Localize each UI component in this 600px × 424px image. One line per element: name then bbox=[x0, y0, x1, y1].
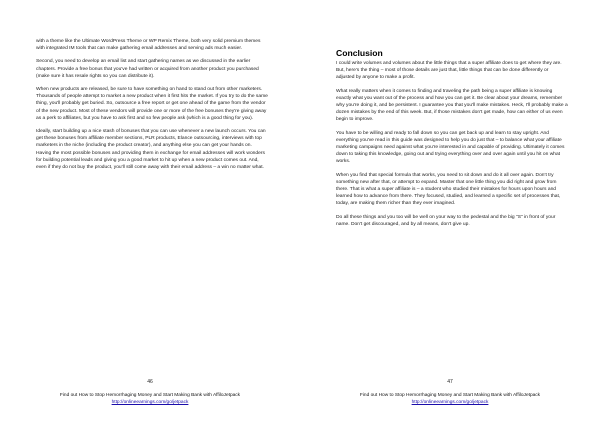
left-paragraph-4: Ideally, start building up a nice stash of bonuses that you can use whenever a new launch occurs. You can get these bonuses from affiliate member sections, PLR products, Elance outsourcing, interviews with top marketers in the niche (including the product creator), and anything else you can get your hands on. Having the most possible bonuses and providing them in exchange for email addresses will work wonders for building potential leads and giving you a good market to hit up when a new product comes out. And, even if they do not buy the product, you'll still come away with their email address – a win no matter what. bbox=[36, 129, 266, 171]
right-footer-link[interactable]: http://onlineearnings.com/go/jetpack bbox=[411, 400, 489, 405]
left-page-body bbox=[36, 38, 268, 177]
right-paragraph-3: You have to be willing and ready to fall down so you can get back up and learn to stay upright. And everything you've read in this guide was designed to help you do just that – to balance what your affiliate marketing campaigns need against what you're interested in and capable of providing. Ultimately it comes down to taking this knowledge, going out and trying everything over and over again until you hit on what works. bbox=[336, 130, 565, 165]
left-paragraph-2: Second, you need to develop an email list and start gathering names as we discussed in the earlier chapters. Provide a free bonus that you've had written or acquired from another product you purchased (make sure it has resale rights so you can distribute it). bbox=[36, 59, 259, 79]
right-page-body bbox=[336, 48, 568, 234]
right-page bbox=[300, 0, 600, 424]
right-paragraph-5: Do all these things and you too will be well on your way to the pedestal and the big "S" in front of your name. Don't get discouraged, and by all means, don't give up. bbox=[336, 214, 556, 227]
left-paragraph-1: with a theme like the Ultimate WordPress Theme or WP Remix Theme, both very solid premium themes with integrated IM tools that can make gathering email addresses and serving ads much easier. bbox=[36, 39, 261, 52]
right-paragraph-4: When you find that special formula that works, you need to sit down and do it all over again. Don't try something new after that, or attempt to expand. Master that one little thing you did right and grow from there. That is what a super affiliate is – a student who studied their mistakes for hours upon hours and learned how to advance from there. They focused, studied, and learned a specific set of processes that, today, are making them richer than they ever imagined. bbox=[336, 172, 561, 207]
right-paragraph-2: What really matters when it comes to finding and traveling the path being a super affiliate is knowing exactly what you want out of the process and how you can get it. Be clear about your dreams, remember why you're doing it, and be persistent. I guarantee you that you'll make mistakes. Heck, I'll probably make a dozen mistakes by the end of this week. But, if those mistakes don't get made, how can either of us even begin to improve. bbox=[336, 88, 568, 123]
right-paragraph-1: I could write volumes and volumes about the little things that a super affiliate does to get where they are. But, here's the thing – most of those details are just that, little things that can be done differently or adjusted by anyone to make a profit. bbox=[336, 61, 562, 81]
left-footer-link[interactable]: http://onlineearnings.com/go/jetpack bbox=[111, 400, 189, 405]
right-footer-text: Find out How to Stop Hemorrhaging Money and Start Making Bank with AffiloJetpack bbox=[359, 393, 541, 398]
left-paragraph-3: When new products are released, be sure to have something on hand to stand out from other marketers. Thousands of people attempt to market a new product when it first hits the market. If you try to do the same thing, you'll probably get buried. So, outsource a free report or get one ahead of the game from the vendor of the new product. Most of these vendors will provide one or more of the free bonuses they're giving away as a perk to affiliates, but you have to ask first and so few people ask (which is a good thing for you). bbox=[36, 87, 268, 121]
left-page-number: 46 bbox=[147, 379, 153, 385]
right-page-number: 47 bbox=[447, 379, 453, 385]
conclusion-heading: Conclusion bbox=[336, 48, 383, 58]
left-footer bbox=[0, 392, 300, 406]
left-footer-text: Find out How to Stop Hemorrhaging Money and Start Making Bank with AffiloJetpack bbox=[59, 393, 241, 398]
right-footer bbox=[300, 392, 600, 406]
